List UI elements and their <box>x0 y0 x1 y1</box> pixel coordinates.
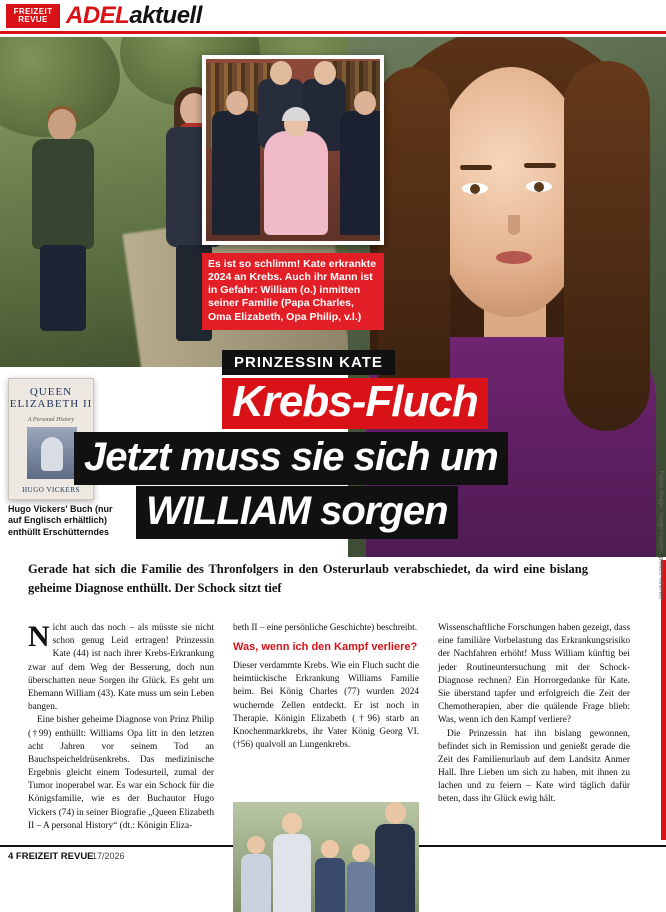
book-author: HUGO VICKERS <box>22 486 80 494</box>
section-title-red: ADEL <box>66 2 130 29</box>
article-body <box>28 622 640 840</box>
figure-william <box>24 109 102 329</box>
lips-shape <box>496 251 532 264</box>
column-1 <box>28 622 214 833</box>
magazine-logo <box>6 4 60 28</box>
figure-george <box>315 858 345 912</box>
head-shape <box>282 813 302 834</box>
figure-charlotte <box>241 854 271 912</box>
headline-line-2: Jetzt muss sie sich um <box>74 432 508 485</box>
head-shape <box>321 840 339 858</box>
hair-front-right <box>564 61 650 431</box>
photo-royal-family-inset <box>202 55 384 245</box>
head-shape <box>314 61 336 85</box>
subheading: Was, wenn ich den Kampf verliere? <box>233 641 418 654</box>
figure-queen-elizabeth <box>264 131 328 235</box>
book-title: QUEEN ELIZABETH II <box>9 386 93 411</box>
book-caption: Hugo Vickers' Buch (nur auf Englisch erhältlich) enthüllt Erschütterndes <box>8 504 113 537</box>
head-shape <box>48 109 76 141</box>
figure-philip <box>340 111 384 235</box>
head-shape <box>385 802 406 824</box>
paragraph: Die Prinzessin hat ihn bislang gewonnen, befindet sich in Remission und genießt gerade die Zeit des Familienurlaub auf dem Landsitz Anmer Hall. Ihre Lieben um sich zu haben, mit ihnen zu lachen und zu feiern – Kate wird täglich dafür beten, dass ihr Glück ewig hält. <box>438 728 630 805</box>
footer-issue-number: 17/2026 <box>92 851 125 861</box>
logo-line-2: REVUE <box>18 15 48 24</box>
iris-shape <box>470 184 480 194</box>
paragraph: Dieser verdammte Krebs. Wie ein Fluch sucht die heimtückische Erkrankung Williams Familie heim. Bei König Charles (77) wurden 2024 wuchernde Zellen entdeckt. Er ist noch in Therapie. Königin Elizabeth (†96) starb an Knochenmarkkrebs, ihr Vater König Georg VI. (†56) qualvoll an Lungenkrebs. <box>233 660 419 751</box>
headline-line-1: Krebs-Fluch <box>222 378 488 429</box>
photo-family-with-children <box>233 802 419 912</box>
logo-line-1: FREIZEIT <box>13 7 53 16</box>
head-shape <box>247 836 265 854</box>
eye-right <box>526 181 552 192</box>
paragraph: beth II – eine persönliche Geschichte) beschreibt. <box>233 623 418 633</box>
column-3 <box>438 622 630 807</box>
section-title <box>66 2 202 30</box>
paragraph: Wissenschaftliche Forschungen haben gezeigt, dass eine familiäre Vorbelastung das Erkrankungsrisiko der Nachfahren erhöht! Muss William künftig bei jeder Routineuntersuchung mit der Schock-Diagnose rechnen? Ein Horrorgedanke für Kate. Sie überstand tapfer und erfolgreich die Zeit der Chemotherapien, aber die quälende Frage blieb: Was, wenn ich den Kampf verliere? <box>438 623 630 726</box>
figure-william <box>375 824 415 912</box>
head-shape <box>352 844 370 862</box>
eyebrow-left <box>460 165 492 170</box>
head-shape <box>226 91 248 115</box>
book-subtitle: A Personal History <box>27 417 75 423</box>
lead-paragraph: Gerade hat sich die Familie des Thronfolgers in den Osterurlaub verabschiedet, da wird eine bislang geheime Diagnose enthüllt. Der Schock sitzt tief <box>28 562 588 596</box>
paragraph: Nicht auch das noch – als müsste sie nicht schon genug Leid ertragen! Prinzessin Kate (44) ist nach ihrer Krebs-Erkrankung zwar auf dem Weg der Besserung, doch nun überschatten neue Sorgen ihr Glück. Es geht um Ehemann William (43). Kate muss um sein Leben bangen. <box>28 620 214 713</box>
photo-credit: Fotos: imago, Imago Images, picture alliance <box>657 470 664 600</box>
eye-left <box>462 183 488 194</box>
figure-louis <box>347 862 375 912</box>
head-shape <box>354 91 376 115</box>
masthead <box>0 0 666 34</box>
iris-shape <box>534 182 544 192</box>
footer-magazine-name: 4 FREIZEIT REVUE <box>8 851 94 862</box>
nose-shape <box>508 215 520 235</box>
head-shape <box>270 61 292 85</box>
paragraph: Eine bisher geheime Diagnose von Prinz Philip (†99) enthüllt: Williams Opa litt in den letzten acht Jahren vor seinem Tod an Bauchspeicheldrüsenkrebs. Das medizinische Ergebnis gleicht einem Todesurteil, zumal der Tumor inoperabel war. Es war ein Schock für die Königsfamilie, wie es der Buchautor Hugo Vickers (74) in seiner Biografie „Queen Elizabeth II – A personal History“ (dt.: Königin Eliza- <box>28 715 214 831</box>
headline-line-3: WILLIAM sorgen <box>136 486 458 539</box>
decorative-red-bar <box>661 560 666 840</box>
book-cover-image <box>27 427 77 479</box>
section-title-black: aktuell <box>129 2 202 29</box>
headline-kicker: PRINZESSIN KATE <box>222 350 395 375</box>
inset-caption: Es ist so schlimm! Kate erkrankte 2024 an Krebs. Auch ihr Mann ist in Gefahr: William (o.) inmitten seiner Familie (Papa Charles, Oma Elizabeth, Opa Philip, v.l.) <box>202 253 384 330</box>
legs-shape <box>40 245 86 331</box>
coat-shape <box>32 139 94 249</box>
figure-kate <box>273 834 311 912</box>
eyebrow-right <box>524 163 556 168</box>
figure-charles <box>212 111 260 235</box>
